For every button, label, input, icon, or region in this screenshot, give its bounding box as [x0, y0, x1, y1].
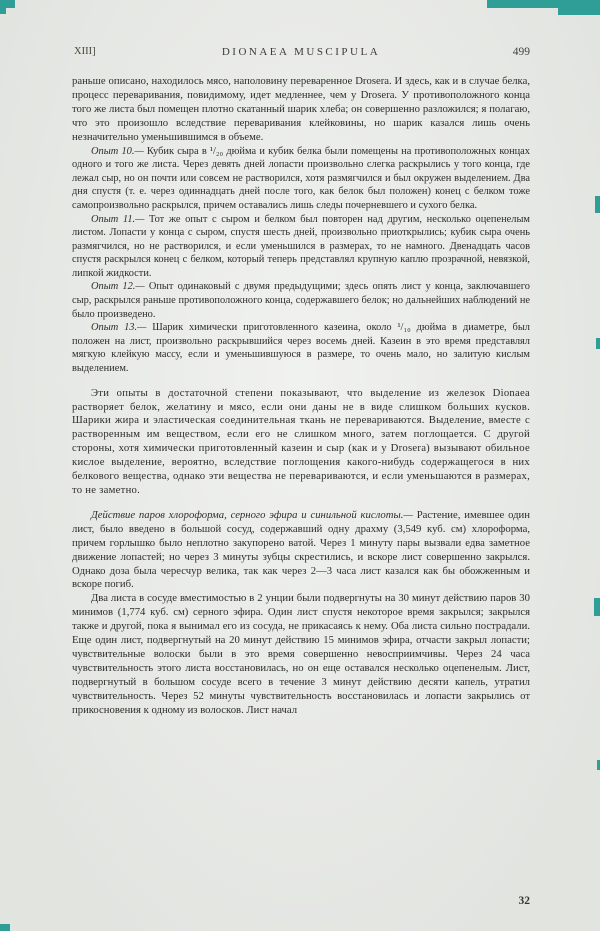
text-block — [72, 75, 530, 717]
scan-artifact — [558, 0, 600, 15]
paragraph-lead-italic: Опыт 13.— — [91, 322, 153, 334]
scan-artifact — [596, 338, 600, 349]
paragraph-lead-italic: Опыт 12.— — [91, 281, 149, 293]
scan-artifact — [595, 196, 600, 213]
paragraph: раньше описано, находилось мясо, наполовину переваренное Drosera. И здесь, как и в случае белка, процесс переваривания, повидимому, идет медленнее, чем у Drosera. У противоположного конца того же листа был помещен плотно скатанный шарик хлеба; он совершенно разложился; я полагаю, что это произошло вследствие переваривания клейковины, но шарик казался лишь очень незначительно уменьшившимся в объеме. — [72, 75, 530, 143]
paragraph: Эти опыты в достаточной степени показывают, что выделение из железок Dionaea растворяет белок, желатину и мясо, если они даны не в виде слишком больших кусков. Шарики жира и эластическая соединительная ткань не перевариваются. Выделение, вместе с растворенным им веществом, если его не слишком много, затем поглощается. С другой стороны, хотя химически приготовленный казеин и сыр (как и у Drosera) вызывают обильное кислое выделение, вероятно, вследствие поглощения какого-нибудь содержащегося в них белкового вещества, однако эти вещества не перевариваются, и если уменьшаются в размерах, то не заметно. — [72, 386, 530, 496]
scan-artifact — [0, 0, 6, 14]
paragraph-lead-italic: Опыт 11.— — [91, 213, 149, 225]
paragraph-lead-italic: Опыт 10.— — [91, 145, 147, 157]
paragraph: Два листа в сосуде вместимостью в 2 унции были подвергнуты на 30 минут действию паров 30 минимов (1,774 куб. см) серного эфира. Один лист спустя некоторое время закрылся; закрылся также и другой, пока я вынимал его из сосуда, не прикасаясь к нему. Оба листа сильно пострадали. Еще один лист, подвергнутый на 20 минут действию 15 минимов эфира, отчасти закрыл лопасти; чувствительные волоски были в это время совершенно невосприимчивы. Через 24 часа чувствительность этого листа восстановилась, но он еще оставался несколько оцепенелым. Лист, подвергнутый в большом сосуде всего в течение 3 минут действию десяти капель, утратил чувствительность. Через 52 минуты чувствительность восстановилась и лопасти закрылись от прикосновения к одному из волосков. Лист начал — [72, 592, 530, 716]
paragraph: Опыт 12.— Опыт одинаковый с двумя предыдущими; здесь опять лист у конца, заключавшего сыр, раскрылся раньше противоположного конца, содержавшего белок; но дальнейших наблюдений не было произведено. — [72, 281, 530, 320]
paragraph: Опыт 11.— Тот же опыт с сыром и белком был повторен над другим, несколько оцепенелым листом. Лопасти у конца с сыром, спустя шесть дней, произвольно приоткрылись; кубик сыра очень размягчился, но не растворился, и если уменьшился в размерах, то не намного. Двенадцать часов спустя раскрылся конец с белком, который теперь представлял крупную каплю прозрачной, невязкой, липкой жидкости. — [72, 213, 531, 279]
folio-number: 499 — [512, 46, 530, 58]
sheet-number: 32 — [518, 895, 530, 907]
running-head — [72, 46, 530, 61]
paragraph: Опыт 13.— Шарик химически приготовленного казеина, около ¹/₁₀ дюйма в диаметре, был положен на лист, произвольно раскрывшийся через восемь дней. Казеин в это время представлял мягкую клейкую массу, если и уменьшившуюся в размере, то очень мало, но залитую кислым выделением. — [72, 322, 530, 375]
scan-artifact — [0, 924, 10, 931]
paragraph: Опыт 10.— Кубик сыра в ¹/₂₀ дюйма и кубик белка были помещены на противоположных концах одного и того же листа. Через девять дней лопасти произвольно слегка раскрылись у того конца, где лежал сыр, но он почти или совсем не растворился, хотя размягчился и был окружен выделением. Два дня спустя (т. е. через одиннадцать дней после того, как белок был положен) конец с белком тоже самопроизвольно раскрылся, причем оставались лишь следы почерневшего и сухого белка. — [72, 145, 530, 211]
chapter-marker: XIII] — [74, 46, 96, 57]
paragraph-lead-italic: Действие паров хлороформа, серного эфира и синильной кислоты.— — [91, 508, 417, 521]
running-title: DIONAEA MUSCIPULA — [221, 46, 381, 58]
scan-artifact — [594, 598, 600, 616]
paragraph: Действие паров хлороформа, серного эфира и синильной кислоты.— Растение, имевшее один лист, было введено в большой сосуд, содержавший одну драхму (3,549 куб. см) хлороформа, причем горлышко было неплотно закупорено ватой. Через 1 минуту пары вызвали едва заметное движение лопастей; но через 3 минуты зубцы скрестились, и вскоре лист совершенно закрылся. Однако доза была чересчур велика, так как через 2—3 часа лист казался как бы обожженным и вскоре погиб. — [72, 508, 530, 591]
